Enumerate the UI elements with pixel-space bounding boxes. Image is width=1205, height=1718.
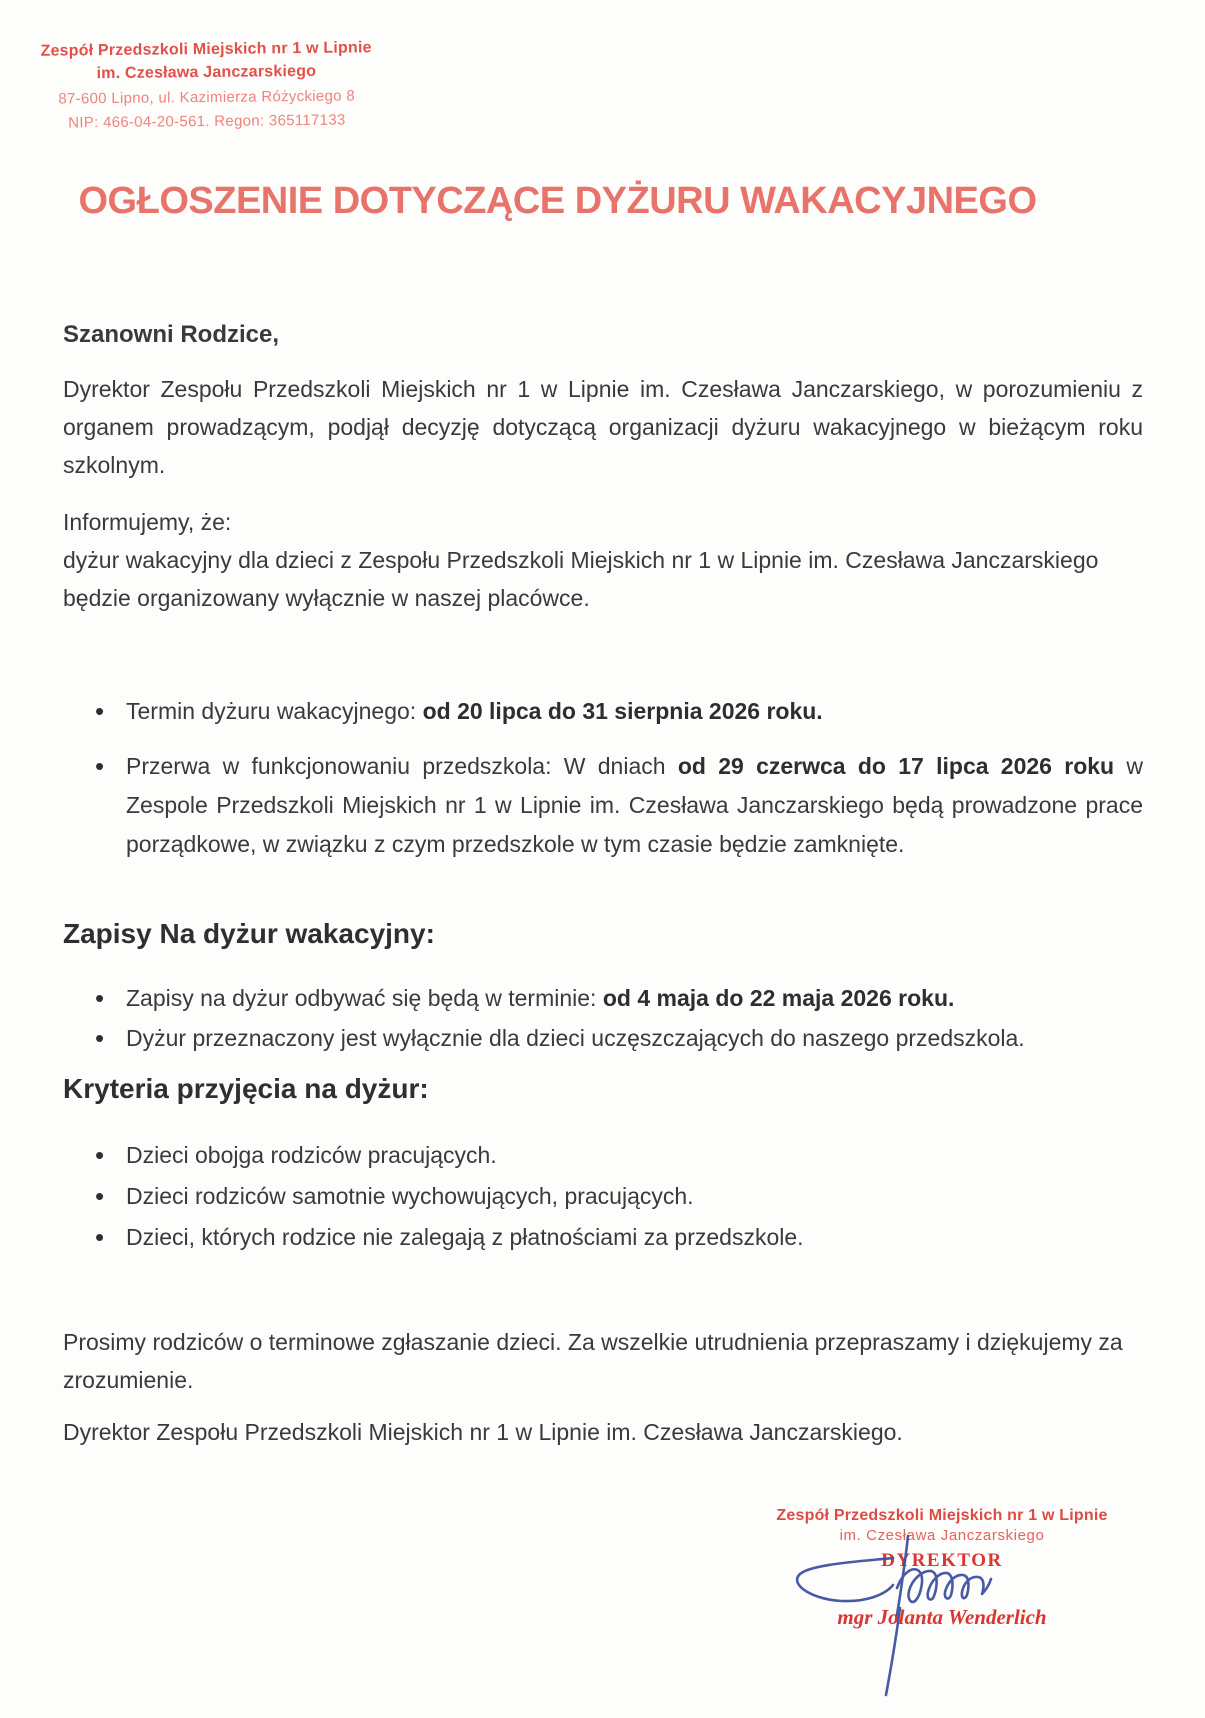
closing-paragraph: Prosimy rodziców o terminowe zgłaszanie dzieci. Za wszelkie utrudnienia przepraszamy i dziękujemy za zrozumienie.: [63, 1329, 1123, 1393]
bullet-item-criterion: [63, 1217, 1143, 1258]
criteria-bullet-list: [63, 1135, 1143, 1258]
stamp-school-name: Zespół Przedszkoli Miejskich nr 1 w Lipnie: [40, 39, 372, 60]
bullet-text: Dyżur przeznaczony jest wyłącznie dla dzieci uczęszczających do naszego przedszkola.: [126, 1025, 1025, 1051]
info-text: dyżur wakacyjny dla dzieci z Zespołu Przedszkoli Miejskich nr 1 w Lipnie im. Czesława Janczarskiego będzie organizowany wyłącznie w naszej placówce.: [63, 547, 1099, 611]
info-lead: Informujemy, że:: [63, 509, 232, 535]
info-block: [63, 503, 1143, 617]
enrolment-bullet-list: [63, 978, 1143, 1058]
school-stamp-header: [34, 40, 380, 131]
bullet-item-break: [63, 747, 1143, 864]
bullet-text-bold: od 29 czerwca do 17 lipca 2026 roku: [677, 753, 1115, 779]
bullet-item-criterion: [63, 1176, 1143, 1217]
stamp-patron-name: im. Czesława Janczarskiego: [96, 62, 317, 83]
bullet-text: Termin dyżuru wakacyjnego:: [126, 698, 423, 724]
bullet-text-bold: od 20 lipca do 31 sierpnia 2026 roku.: [422, 698, 823, 724]
stamp-address: 87-600 Lipno, ul. Kazimierza Różyckiego 8: [58, 87, 356, 108]
intro-paragraph: Dyrektor Zespołu Przedszkoli Miejskich nr 1 w Lipnie im. Czesława Janczarskiego, w porozumieniu z organem prowadzącym, podjął decyzję dotyczącą organizacji dyżuru wakacyjnego w bieżącym roku szkolnym.: [63, 376, 1143, 478]
terms-bullet-list: [63, 692, 1143, 880]
bullet-text: Dzieci rodziców samotnie wychowujących, pracujących.: [126, 1183, 694, 1209]
stamp-patron-name: im. Czesława Janczarskiego: [839, 1527, 1045, 1544]
bullet-text: Dzieci obojga rodziców pracujących.: [126, 1142, 497, 1168]
bullet-item-enrolment-scope: [63, 1018, 1143, 1058]
bullet-text: Dzieci, których rodzice nie zalegają z płatnościami za przedszkole.: [126, 1224, 804, 1250]
director-line: Dyrektor Zespołu Przedszkoli Miejskich nr 1 w Lipnie im. Czesława Janczarskiego.: [63, 1419, 903, 1445]
bullet-text: w Zespole Przedszkoli Miejskich nr 1 w Lipnie im. Czesława Janczarskiego będą prowadzone prace porządkowe, w związku z czym przedszkole w tym czasie będzie zamknięte.: [126, 753, 1144, 857]
bullet-text-bold: od 4 maja do 22 maja 2026 roku.: [602, 985, 955, 1011]
bullet-text: Zapisy na dyżur odbywać się będą w terminie:: [126, 985, 603, 1011]
page-title: OGŁOSZENIE DOTYCZĄCE DYŻURU WAKACYJNEGO: [78, 180, 1037, 222]
section-heading-kryteria: Kryteria przyjęcia na dyżur:: [63, 1073, 429, 1104]
director-stamp: [772, 1505, 1112, 1629]
bullet-text: Przerwa w funkcjonowaniu przedszkola: W dniach: [126, 753, 678, 779]
bullet-item-term: [63, 692, 1143, 731]
stamp-nip-regon: NIP: 466-04-20-561. Regon: 365117133: [68, 111, 346, 132]
stamp-director-name: mgr Jolanta Wenderlich: [837, 1605, 1047, 1629]
stamp-director-title: DYREKTOR: [881, 1550, 1003, 1571]
section-heading-zapisy: Zapisy Na dyżur wakacyjny:: [63, 918, 435, 949]
salutation: Szanowni Rodzice,: [63, 321, 280, 348]
bullet-item-enrolment-dates: [63, 978, 1143, 1018]
bullet-item-criterion: [63, 1135, 1143, 1176]
stamp-school-name: Zespół Przedszkoli Miejskich nr 1 w Lipnie: [776, 1507, 1108, 1524]
